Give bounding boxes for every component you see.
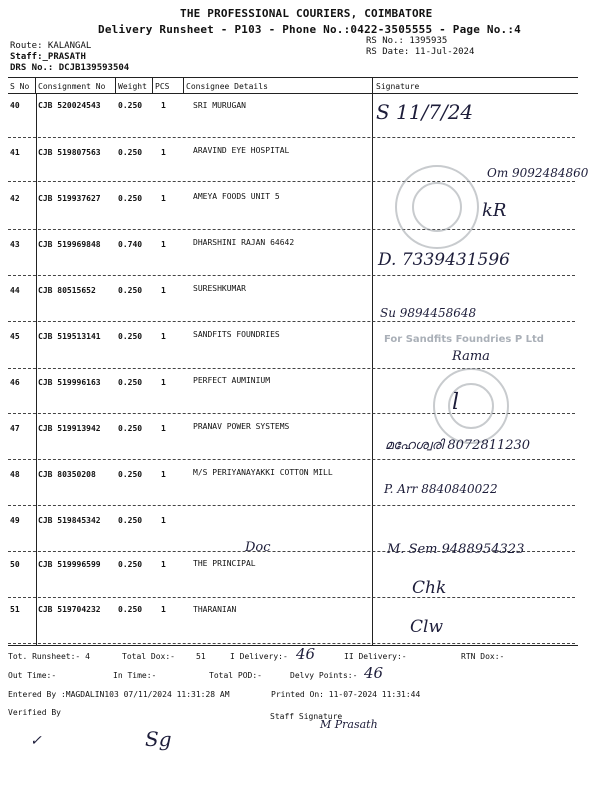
row-separator bbox=[8, 321, 575, 322]
row-separator bbox=[8, 181, 575, 182]
row-pcs: 1 bbox=[161, 286, 166, 295]
row-separator bbox=[8, 597, 575, 598]
out-time-label: Out Time:- bbox=[8, 671, 57, 680]
row-separator bbox=[8, 137, 575, 138]
row-consignment: CJB 519937627 bbox=[38, 194, 101, 203]
row-consignee: M/S PERIYANAYAKKI COTTON MILL bbox=[193, 468, 333, 477]
row-pcs: 1 bbox=[161, 240, 166, 249]
col-header-signature: Signature bbox=[376, 82, 420, 91]
doc-annotation: Doc bbox=[245, 540, 271, 555]
ii-delivery-label: II Delivery:- bbox=[344, 652, 407, 661]
row-consignment: CJB 80350208 bbox=[38, 470, 96, 479]
row-pcs: 1 bbox=[161, 378, 166, 387]
row-pcs: 1 bbox=[161, 560, 166, 569]
col-divider bbox=[35, 77, 36, 93]
delvy-points-label: Delvy Points:- bbox=[290, 671, 358, 680]
drs-number: DRS No.: DCJB139593504 bbox=[10, 63, 130, 73]
row-sno: 43 bbox=[10, 240, 20, 249]
staff-label: Staff:_PRASATH bbox=[10, 52, 86, 62]
col-header-weight: Weight bbox=[118, 82, 147, 91]
row-consignment: CJB 519513141 bbox=[38, 332, 101, 341]
signature-row-42: kR bbox=[482, 200, 507, 221]
row-sno: 44 bbox=[10, 286, 20, 295]
col-divider bbox=[115, 77, 116, 93]
row-sno: 49 bbox=[10, 516, 20, 525]
row-weight: 0.250 bbox=[118, 101, 143, 110]
row-pcs: 1 bbox=[161, 424, 166, 433]
row-consignment: CJB 520024543 bbox=[38, 101, 101, 110]
col-divider bbox=[183, 77, 184, 93]
row-weight: 0.250 bbox=[118, 148, 143, 157]
total-dox-value: 51 bbox=[196, 652, 206, 661]
row-consignment: CJB 80515652 bbox=[38, 286, 96, 295]
row-sno: 50 bbox=[10, 560, 20, 569]
row-sno: 48 bbox=[10, 470, 20, 479]
route-label: Route: KALANGAL bbox=[10, 41, 92, 51]
row-consignment: CJB 519807563 bbox=[38, 148, 101, 157]
row-pcs: 1 bbox=[161, 101, 166, 110]
signature-row-44: Su 9894458648 bbox=[380, 306, 477, 320]
rs-number: RS No.: 1395935 bbox=[366, 36, 448, 46]
signature-row-50: Chk bbox=[412, 578, 447, 598]
row-pcs: 1 bbox=[161, 194, 166, 203]
row-consignment: CJB 519969848 bbox=[38, 240, 101, 249]
row-separator bbox=[8, 459, 575, 460]
tot-runsheet: Tot. Runsheet:- 4 bbox=[8, 652, 90, 661]
row-weight: 0.250 bbox=[118, 286, 143, 295]
row-separator bbox=[8, 275, 575, 276]
row-sno: 45 bbox=[10, 332, 20, 341]
rs-date: RS Date: 11-Jul-2024 bbox=[366, 47, 475, 57]
runsheet-title: Delivery Runsheet - P103 - Phone No.:0422-3505555 - Page No.:4 bbox=[98, 23, 521, 36]
row-separator bbox=[8, 643, 575, 644]
col-header-consignment: Consignment No bbox=[38, 82, 106, 91]
signature-row-51: Clw bbox=[410, 617, 443, 637]
row-sno: 47 bbox=[10, 424, 20, 433]
signature-column-divider bbox=[372, 77, 373, 645]
row-pcs: 1 bbox=[161, 148, 166, 157]
delvy-points-value: 46 bbox=[364, 664, 384, 682]
company-name: THE PROFESSIONAL COURIERS, COIMBATORE bbox=[180, 7, 433, 20]
row-separator bbox=[8, 229, 575, 230]
signature-row-48: P. Arr 8840840022 bbox=[384, 482, 498, 496]
row-consignee: THARANIAN bbox=[193, 605, 237, 614]
row-pcs: 1 bbox=[161, 605, 166, 614]
row-consignee: THE PRINCIPAL bbox=[193, 559, 256, 568]
col-divider bbox=[152, 77, 153, 93]
total-dox-label: Total Dox:- bbox=[122, 652, 175, 661]
row-pcs: 1 bbox=[161, 516, 166, 525]
row-pcs: 1 bbox=[161, 470, 166, 479]
staff-signature-label: Staff Signature bbox=[270, 712, 343, 721]
row-consignment: CJB 519704232 bbox=[38, 605, 101, 614]
verified-signature: Sg bbox=[145, 727, 172, 751]
row-weight: 0.250 bbox=[118, 516, 143, 525]
sno-column-divider bbox=[36, 93, 37, 645]
row-weight: 0.740 bbox=[118, 240, 143, 249]
row-sno: 51 bbox=[10, 605, 20, 614]
row-weight: 0.250 bbox=[118, 424, 143, 433]
row-consignment: CJB 519913942 bbox=[38, 424, 101, 433]
row-consignment: CJB 519845342 bbox=[38, 516, 101, 525]
i-delivery-label: I Delivery:- bbox=[230, 652, 288, 661]
row-consignee: SRI MURUGAN bbox=[193, 101, 246, 110]
table-header-rule bbox=[8, 93, 578, 94]
row-weight: 0.250 bbox=[118, 605, 143, 614]
row-separator bbox=[8, 368, 575, 369]
company-stamp-text: For Sandfits Foundries P Ltd bbox=[384, 334, 544, 345]
row-consignee: SANDFITS FOUNDRIES bbox=[193, 330, 280, 339]
entered-by: Entered By :MAGDALIN103 07/11/2024 11:31:28 AM bbox=[8, 690, 230, 699]
col-header-pcs: PCS bbox=[155, 82, 170, 91]
row-consignment: CJB 519996163 bbox=[38, 378, 101, 387]
rtn-dox-label: RTN Dox:- bbox=[461, 652, 505, 661]
signature-row-43: D. 7339431596 bbox=[378, 250, 510, 270]
row-weight: 0.250 bbox=[118, 560, 143, 569]
row-sno: 46 bbox=[10, 378, 20, 387]
row-sno: 42 bbox=[10, 194, 20, 203]
in-time-label: In Time:- bbox=[113, 671, 157, 680]
signature-row-47: മഹേശ്വരി 8072811230 bbox=[385, 438, 531, 453]
col-header-consignee: Consignee Details bbox=[186, 82, 268, 91]
verified-check-mark: ✓ bbox=[30, 733, 42, 749]
row-consignee: ARAVIND EYE HOSPITAL bbox=[193, 146, 290, 155]
signature-row-45: Rama bbox=[452, 349, 490, 364]
signature-row-46: l bbox=[452, 390, 460, 415]
row-weight: 0.250 bbox=[118, 332, 143, 341]
row-consignee: PERFECT AUMINIUM bbox=[193, 376, 271, 385]
row-weight: 0.250 bbox=[118, 194, 143, 203]
printed-on: Printed On: 11-07-2024 11:31:44 bbox=[271, 690, 421, 699]
signature-row-40: S 11/7/24 bbox=[376, 100, 474, 124]
row-consignee: DHARSHINI RAJAN 64642 bbox=[193, 238, 295, 247]
row-weight: 0.250 bbox=[118, 378, 143, 387]
row-consignee: PRANAV POWER SYSTEMS bbox=[193, 422, 290, 431]
row-weight: 0.250 bbox=[118, 470, 143, 479]
row-consignee: AMEYA FOODS UNIT 5 bbox=[193, 192, 280, 201]
row-pcs: 1 bbox=[161, 332, 166, 341]
signature-row-49: M. Sem 9488954323 bbox=[387, 542, 525, 557]
verified-by-label: Verified By bbox=[8, 708, 61, 717]
company-stamp-inner bbox=[412, 182, 462, 232]
i-delivery-value: 46 bbox=[296, 645, 316, 663]
staff-signature: M Prasath bbox=[320, 718, 378, 731]
row-sno: 40 bbox=[10, 101, 20, 110]
table-top-rule bbox=[8, 77, 578, 78]
table-bottom-rule bbox=[8, 645, 578, 646]
col-header-sno: S No bbox=[10, 82, 30, 91]
row-consignee: SURESHKUMAR bbox=[193, 284, 246, 293]
total-pod-label: Total POD:- bbox=[209, 671, 262, 680]
row-consignment: CJB 519996599 bbox=[38, 560, 101, 569]
row-separator bbox=[8, 505, 575, 506]
signature-row-41: Om 9092484860 bbox=[487, 166, 589, 180]
row-sno: 41 bbox=[10, 148, 20, 157]
